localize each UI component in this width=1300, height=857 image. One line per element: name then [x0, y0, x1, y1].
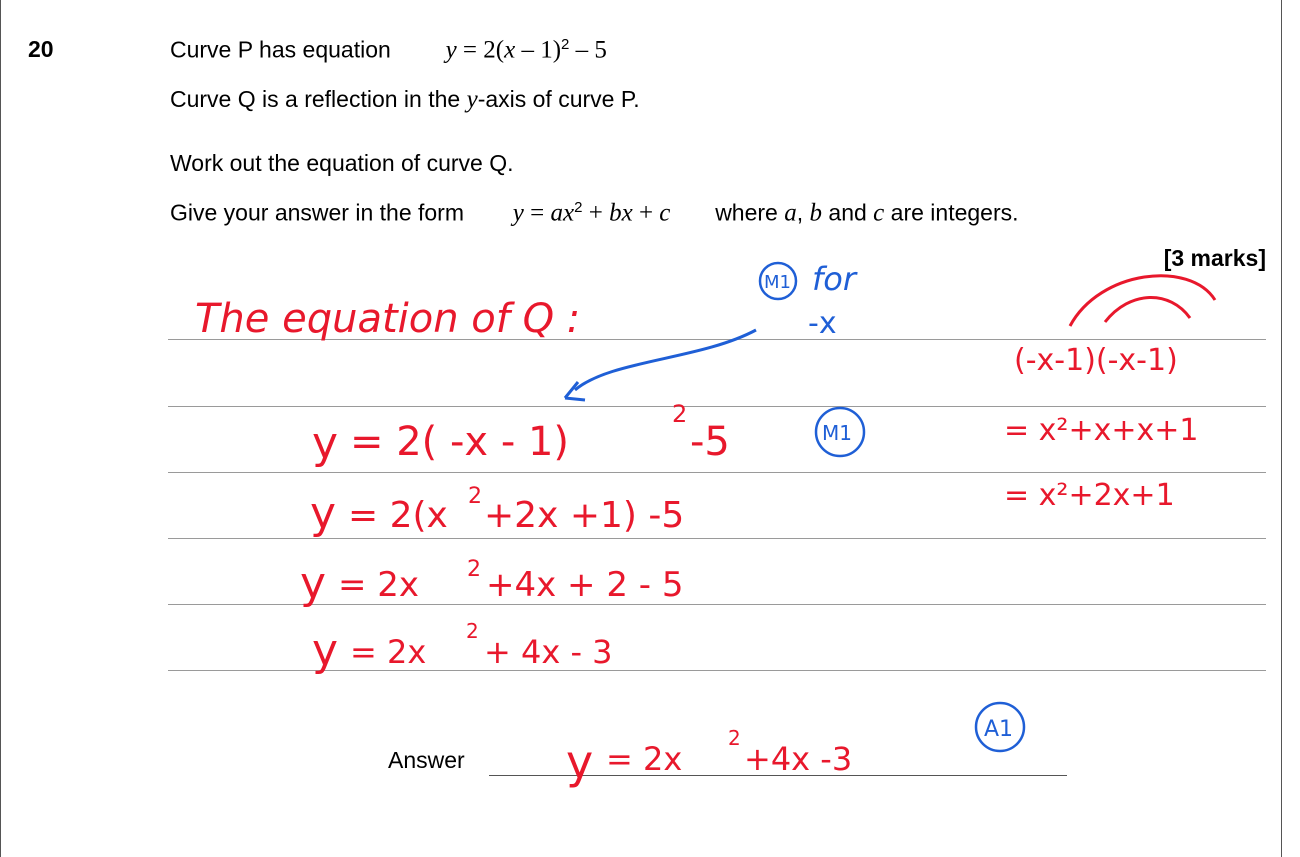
- question-line-3: Work out the equation of curve Q.: [170, 150, 514, 176]
- eq-y: y: [445, 36, 457, 64]
- work-3-rest: = 2x: [338, 565, 420, 605]
- answer-tail: +4x -3: [744, 740, 853, 778]
- work-1-tail: -5: [690, 419, 730, 465]
- eq-tail: – 1): [515, 36, 562, 64]
- work-4-tail: + 4x - 3: [484, 633, 613, 671]
- working-heading: The equation of Q :: [195, 296, 581, 342]
- work-3-lhs: y: [300, 558, 327, 609]
- where-b: b: [809, 199, 823, 227]
- form-eq: =: [523, 199, 551, 227]
- form-y: y: [512, 199, 524, 227]
- work-4-rest: = 2x: [350, 633, 427, 671]
- m1-mark: M1: [822, 421, 852, 445]
- answer-rest: = 2x: [606, 740, 683, 778]
- where-a: a: [784, 199, 797, 227]
- note-for: for: [812, 260, 856, 298]
- work-2-lhs: y: [310, 488, 337, 539]
- work-line-4: [312, 619, 613, 676]
- work-4-exp: 2: [466, 619, 479, 643]
- work-line-2: [310, 484, 684, 539]
- question-number: 20: [28, 36, 54, 62]
- where-comma: ,: [796, 199, 810, 226]
- form-bx: bx: [609, 199, 633, 227]
- work-2-rest: = 2(x: [348, 495, 448, 536]
- work-3-tail: +4x + 2 - 5: [486, 565, 684, 605]
- question-text-1: Curve P has equation: [170, 36, 391, 63]
- form-text: Give your answer in the form: [170, 199, 465, 226]
- eq-exp: 2: [561, 36, 570, 53]
- where-c: c: [873, 199, 885, 227]
- expand-arc-2: [1105, 297, 1190, 322]
- answer-label: Answer: [388, 747, 465, 773]
- where-and: and: [822, 199, 874, 226]
- question-text-2a: Curve Q is a reflection in the: [170, 86, 467, 112]
- answer-exp: 2: [728, 726, 741, 750]
- question-text-2b: -axis of curve P.: [477, 86, 640, 112]
- note-arrow: [575, 330, 756, 390]
- form-plus2: +: [632, 199, 660, 227]
- work-1-rest: = 2( -x - 1): [350, 419, 570, 465]
- work-2-tail: +2x +1) -5: [484, 495, 685, 536]
- form-c: c: [659, 199, 671, 227]
- marks-label: [3 marks]: [1163, 245, 1266, 271]
- form-ax: ax: [550, 199, 575, 227]
- eq-end: – 5: [569, 36, 607, 64]
- eq-x: x: [504, 36, 516, 64]
- work-4-lhs: y: [312, 625, 339, 676]
- eq-mid: = 2(: [456, 36, 505, 64]
- work-1-lhs: y: [312, 418, 339, 469]
- where-end: are integers.: [884, 199, 1019, 226]
- expand-arc-1: [1070, 276, 1215, 326]
- m1-for-mark: M1: [764, 272, 791, 293]
- work-2-exp: 2: [468, 484, 482, 509]
- form-exp: 2: [574, 199, 583, 216]
- work-1-exp: 2: [672, 400, 688, 428]
- side-work-1: (-x-1)(-x-1): [1014, 343, 1178, 378]
- side-work-2: = x²+x+x+1: [1004, 413, 1199, 448]
- note-minus-x: -x: [808, 306, 837, 341]
- work-line-1: [312, 400, 730, 469]
- side-work-3: = x²+2x+1: [1004, 478, 1175, 513]
- form-plus1: +: [582, 199, 610, 227]
- work-3-exp: 2: [467, 557, 481, 582]
- where-text: where: [715, 199, 785, 226]
- work-line-3: [300, 557, 684, 609]
- question-text-2y: y: [466, 86, 478, 113]
- handwritten-answer: [566, 726, 852, 789]
- a1-mark: A1: [984, 717, 1014, 742]
- answer-lhs: y: [566, 735, 594, 789]
